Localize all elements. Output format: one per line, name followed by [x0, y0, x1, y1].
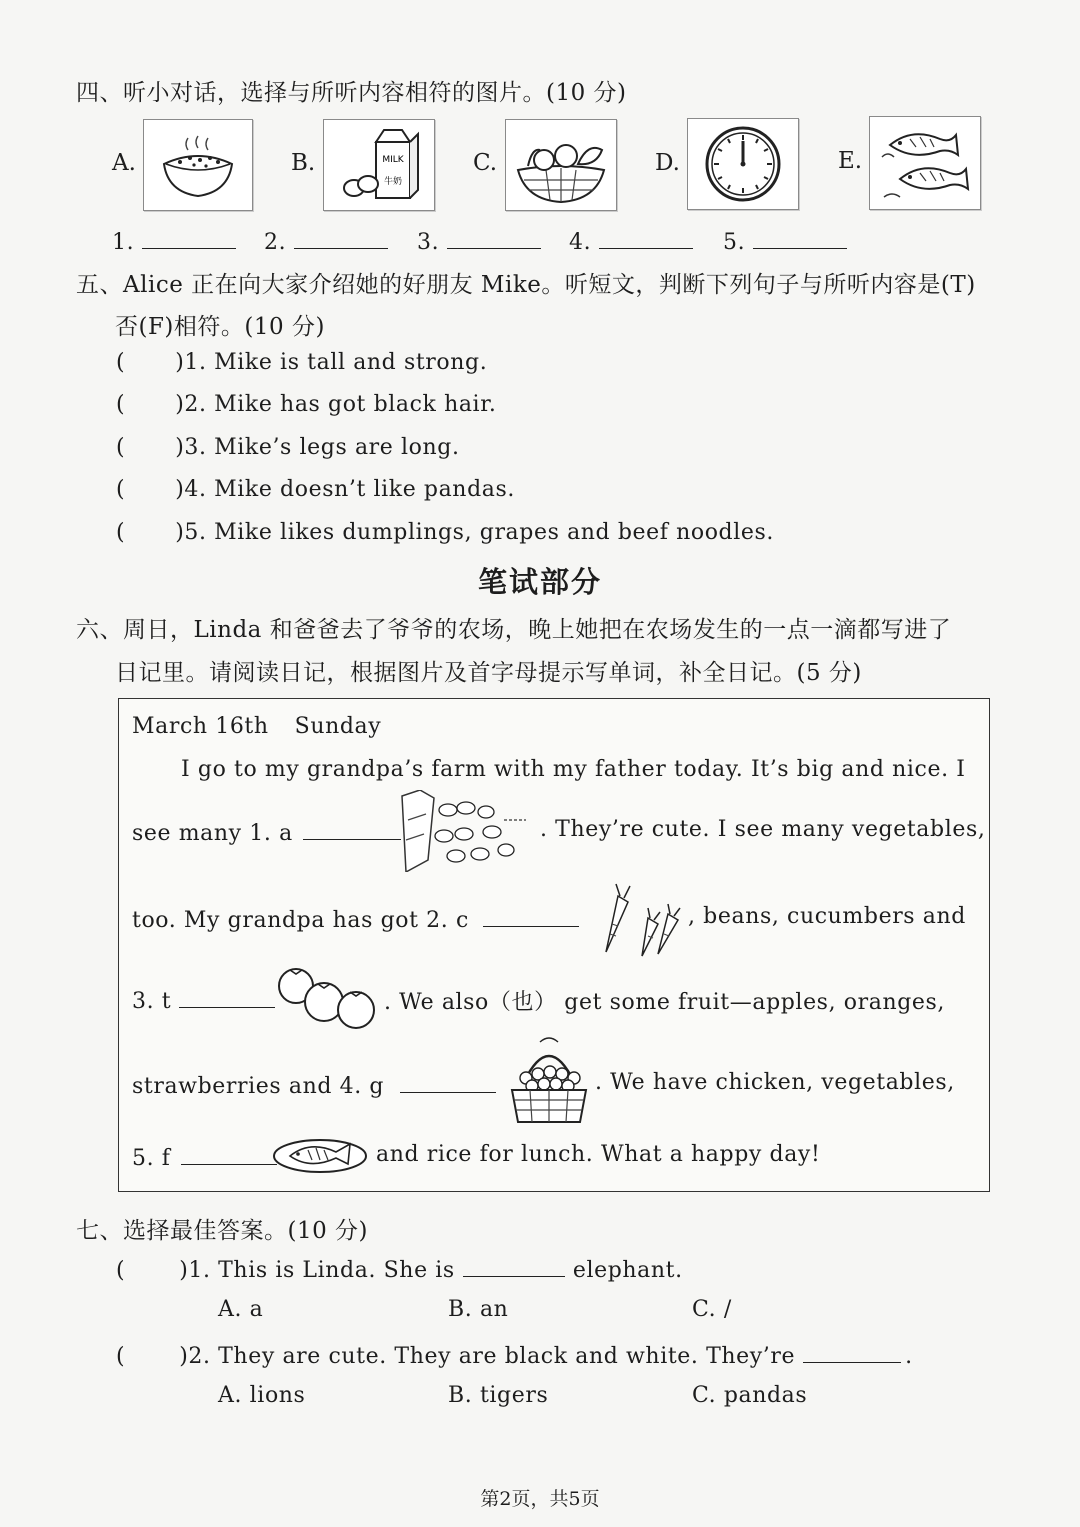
diary-line-2-pre: see many 1. a: [132, 817, 401, 846]
diary-line-4-post: . We also（也） get some fruit—apples, oranges,: [384, 990, 945, 1015]
diary-line-3-post: , beans, cucumbers and: [688, 904, 966, 929]
answer-slot-3[interactable]: 3.: [417, 226, 541, 255]
farm-animals-icon: [400, 790, 528, 872]
diary-line-2-post: . They’re cute. I see many vegetables,: [540, 817, 986, 842]
q2-option-a[interactable]: A. lions: [218, 1383, 306, 1408]
q1-option-a[interactable]: A. a: [218, 1297, 264, 1322]
diary-line-3-pre: too. My grandpa has got 2. c: [132, 904, 579, 933]
tf-item-2[interactable]: ( )2. Mike has got black hair.: [116, 392, 497, 417]
tomatoes-icon: [276, 960, 382, 1032]
section5-heading-line2: 否(F)相符。(10 分): [115, 314, 325, 340]
fish-icon: [869, 116, 981, 210]
svg-text:牛奶: 牛奶: [383, 177, 403, 187]
diary-line-5-post: . We have chicken, vegetables,: [595, 1070, 955, 1095]
clock-icon: [687, 118, 799, 210]
answer-slot-2[interactable]: 2.: [264, 226, 388, 255]
diary-date: March 16th Sunday: [132, 714, 382, 739]
option-e-label: E.: [838, 148, 863, 174]
option-a-label: A.: [112, 150, 136, 176]
fish-dish-icon: [270, 1130, 370, 1176]
svg-text:MILK: MILK: [382, 155, 404, 165]
blank-5[interactable]: [181, 1142, 277, 1165]
answer-slot-5[interactable]: 5.: [723, 226, 847, 255]
diary-line-6-pre: 5. f: [132, 1142, 277, 1171]
section6-heading-line1: 六、周日，Linda 和爸爸去了爷爷的农场，晚上她把在农场发生的一点一滴都写进了: [76, 617, 952, 643]
blank-1[interactable]: [303, 817, 401, 840]
option-d-label: D.: [655, 150, 680, 176]
question-1[interactable]: ( )1. This is Linda. She is elephant.: [116, 1254, 683, 1283]
diary-line-4-pre: 3. t: [132, 985, 275, 1014]
q1-option-b[interactable]: B. an: [448, 1297, 509, 1322]
section6-heading-line2: 日记里。请阅读日记，根据图片及首字母提示写单词，补全日记。(5 分): [115, 660, 862, 686]
blank-3[interactable]: [179, 985, 275, 1008]
diary-line-1: I go to my grandpa’s farm with my father today. It’s big and nice. I: [181, 757, 966, 782]
carrots-icon: [592, 878, 686, 958]
q2-option-b[interactable]: B. tigers: [448, 1383, 549, 1408]
tf-item-4[interactable]: ( )4. Mike doesn’t like pandas.: [116, 477, 515, 502]
tf-item-1[interactable]: ( )1. Mike is tall and strong.: [116, 350, 488, 375]
page-number: 第2页，共5页: [480, 1488, 600, 1510]
written-part-title: 笔试部分: [477, 565, 602, 599]
q2-option-c[interactable]: C. pandas: [692, 1383, 808, 1408]
option-c-label: C.: [473, 150, 498, 176]
diary-line-5-pre: strawberries and 4. g: [132, 1070, 496, 1099]
vegetable-basket-icon: [505, 119, 617, 211]
section4-heading: 四、听小对话，选择与所听内容相符的图片。(10 分): [76, 80, 627, 106]
section5-heading-line1: 五、Alice 正在向大家介绍她的好朋友 Mike。听短文，判断下列句子与所听内容是(T): [76, 272, 976, 298]
grapes-basket-icon: [504, 1034, 594, 1126]
q1-option-c[interactable]: C. /: [692, 1297, 732, 1322]
milk-eggs-icon: [323, 119, 435, 211]
blank-4[interactable]: [400, 1070, 496, 1093]
option-b-label: B.: [291, 150, 316, 176]
diary-line-6-post: and rice for lunch. What a happy day!: [376, 1142, 821, 1167]
tf-item-3[interactable]: ( )3. Mike’s legs are long.: [116, 435, 460, 460]
rice-bowl-icon: [143, 119, 253, 211]
tf-item-5[interactable]: ( )5. Mike likes dumplings, grapes and beef noodles.: [116, 520, 774, 545]
section7-heading: 七、选择最佳答案。(10 分): [76, 1218, 369, 1244]
blank-2[interactable]: [483, 904, 579, 927]
answer-slot-4[interactable]: 4.: [569, 226, 693, 255]
question-2[interactable]: ( )2. They are cute. They are black and white. They’re .: [116, 1340, 913, 1369]
answer-slot-1[interactable]: 1.: [112, 226, 236, 255]
